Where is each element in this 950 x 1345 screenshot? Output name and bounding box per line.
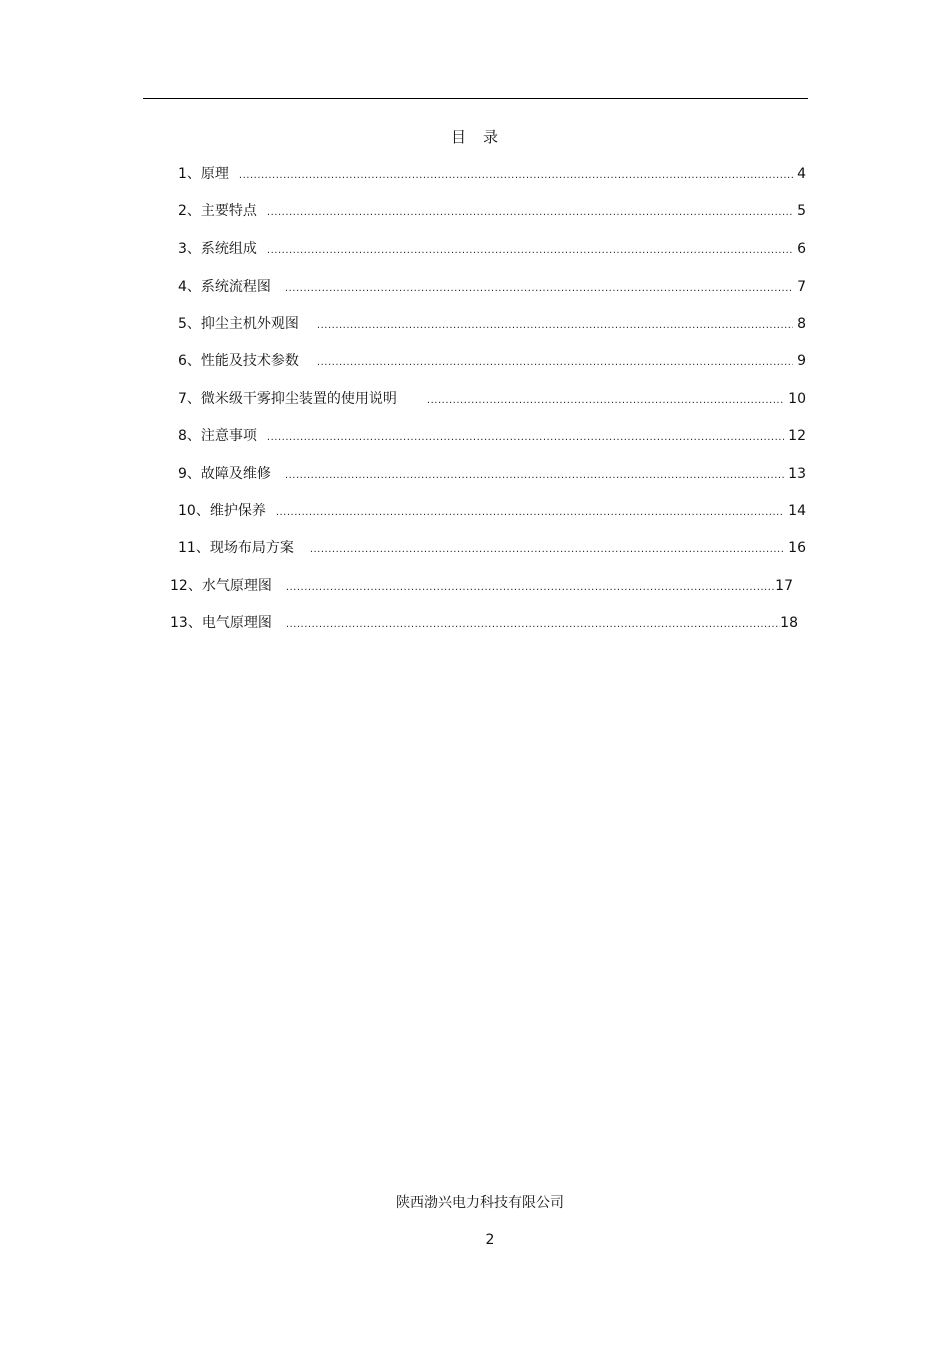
toc-entry[interactable] [178,239,806,259]
toc-entry[interactable] [178,389,806,409]
toc-entry-label: 11、现场布局方案 [178,540,294,556]
footer-company-name: 陕西渤兴电力科技有限公司 [396,1195,564,1211]
toc-entry-page: 16 [788,540,806,556]
toc-entry-page: 10 [788,391,806,407]
header-rule [143,98,808,99]
toc-entry-label: 4、系统流程图 [178,279,271,295]
toc-entry-page: 7 [797,279,806,295]
toc-entry-page: 5 [797,203,806,219]
toc-entry[interactable] [170,576,793,596]
toc-entry[interactable] [178,201,806,221]
toc-entry-page: 14 [788,503,806,519]
toc-entry[interactable] [178,164,806,184]
toc-dot-leader [286,615,780,635]
toc-entry-page: 9 [797,353,806,369]
toc-entry-label: 5、抑尘主机外观图 [178,316,299,332]
toc-entry-page: 8 [797,316,806,332]
toc-entry[interactable] [178,464,806,484]
toc-dot-leader [317,353,793,373]
toc-dot-leader [286,578,775,598]
toc-entry-label: 7、微米级干雾抑尘装置的使用说明 [178,391,397,407]
toc-dot-leader [267,428,784,448]
footer-page-number: 2 [485,1232,495,1248]
toc-entry-label: 3、系统组成 [178,241,257,257]
toc-entry-page: 4 [797,166,806,182]
toc-entry-page: 13 [788,466,806,482]
toc-entry-label: 1、原理 [178,166,229,182]
toc-entry[interactable] [178,314,806,334]
toc-title: 目 录 [450,128,499,146]
toc-dot-leader [239,166,793,186]
toc-entry[interactable] [178,277,806,297]
toc-dot-leader [276,503,784,523]
toc-entry-page: 12 [788,428,806,444]
toc-entry-page: 17 [775,578,793,594]
toc-dot-leader [285,279,793,299]
toc-dot-leader [267,203,793,223]
toc-entry-page: 6 [797,241,806,257]
toc-entry-label: 10、维护保养 [178,503,266,519]
toc-entry-label: 9、故障及维修 [178,466,271,482]
toc-dot-leader [427,391,784,411]
toc-entry-page: 18 [780,615,798,631]
toc-entry-label: 13、电气原理图 [170,615,272,631]
toc-dot-leader [317,316,793,336]
toc-dot-leader [267,241,793,261]
toc-entry-label: 12、水气原理图 [170,578,272,594]
toc-dot-leader [310,540,784,560]
toc-entry[interactable] [178,426,806,446]
toc-dot-leader [285,466,784,486]
toc-entry[interactable] [178,538,806,558]
toc-entry-label: 6、性能及技术参数 [178,353,299,369]
toc-entry[interactable] [170,613,798,633]
toc-entry-label: 2、主要特点 [178,203,257,219]
toc-entry-label: 8、注意事项 [178,428,257,444]
toc-entry[interactable] [178,501,806,521]
toc-entry[interactable] [178,351,806,371]
